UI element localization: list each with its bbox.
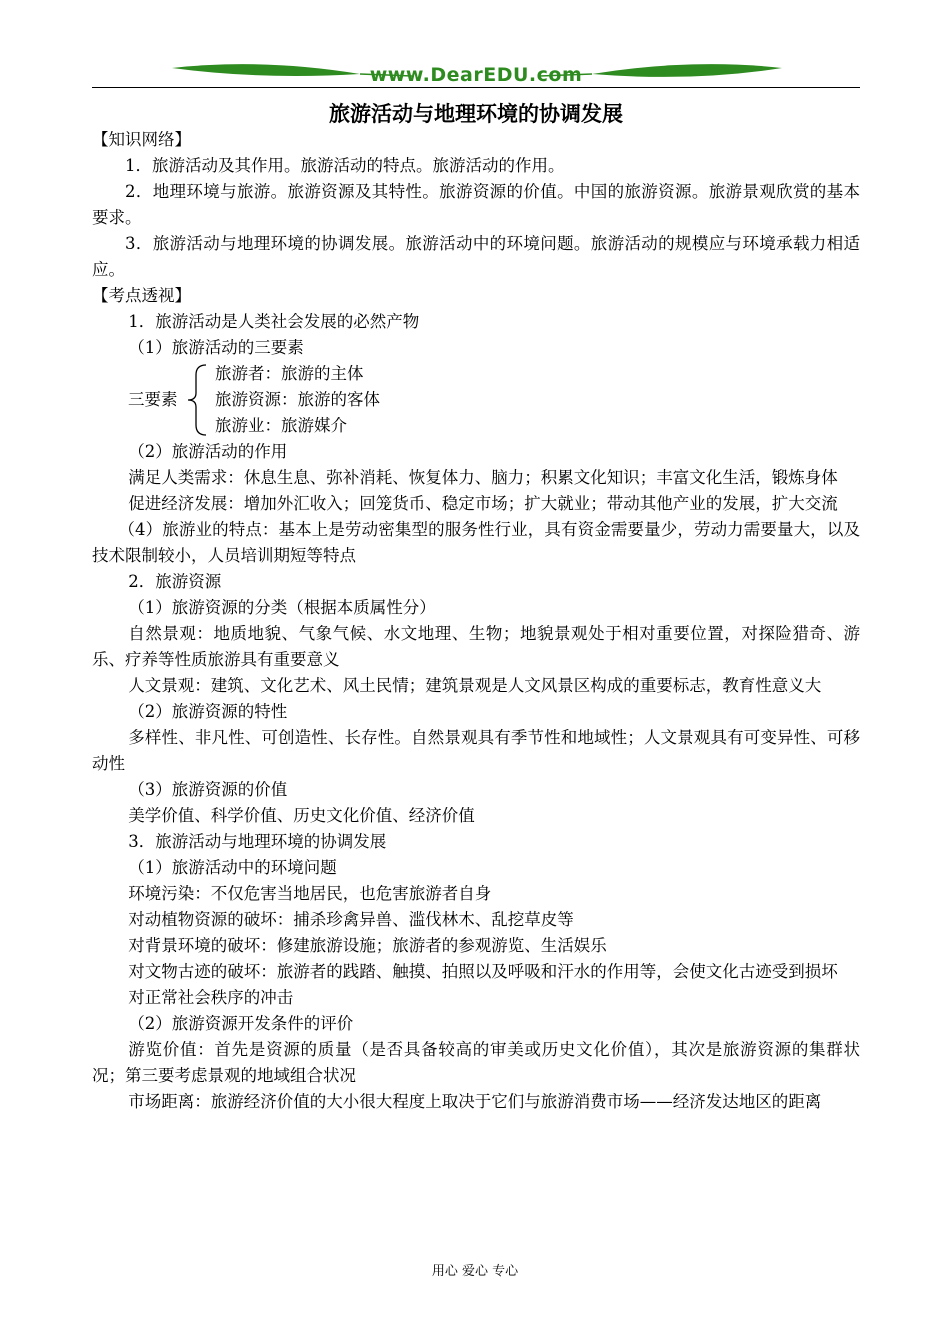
paragraph: （1）旅游活动的三要素 [128, 338, 304, 357]
paragraph: 对背景环境的破坏：修建旅游设施；旅游者的参观游览、生活娱乐 [128, 936, 607, 955]
document-title: 旅游活动与地理环境的协调发展 [329, 102, 623, 126]
three-elements-label: 三要素 [128, 390, 178, 409]
paragraph: 市场距离：旅游经济价值的大小很大程度上取决于它们与旅游消费市场——经济发达地区的距离 [128, 1092, 822, 1111]
paragraph: 对正常社会秩序的冲击 [128, 988, 294, 1007]
left-brace-icon [186, 363, 212, 437]
page-footer: 用心 爱心 专心 [431, 1264, 519, 1279]
paragraph: 促进经济发展：增加外汇收入；回笼货币、稳定市场；扩大就业；带动其他产业的发展，扩大交流 [128, 494, 838, 513]
paragraph: 2．旅游资源 [128, 572, 222, 591]
paragraph: 多样性、非凡性、可创造性、长存性。自然景观具有季节性和地域性；人文景观具有可变异性、可移动性 [92, 728, 860, 773]
three-elements-diagram [128, 361, 860, 439]
three-elements-list [215, 361, 380, 439]
site-url: www.DearEDU.com [369, 64, 583, 86]
document-body [92, 127, 860, 1115]
paragraph: （4）旅游业的特点：基本上是劳动密集型的服务性行业，具有资金需要量少，劳动力需要量大，以及技术限制较小，人员培训期短等特点 [92, 520, 860, 565]
section-heading-network: 【知识网络】 [92, 130, 191, 149]
page-header [92, 60, 860, 90]
paragraph: 自然景观：地质地貌、气象气候、水文地理、生物；地貌景观处于相对重要位置，对探险猎奇、游乐、疗养等性质旅游具有重要意义 [92, 624, 860, 669]
network-item-3: 3．旅游活动与地理环境的协调发展。旅游活动中的环境问题。旅游活动的规模应与环境承载力相适应。 [92, 234, 860, 279]
paragraph: 1．旅游活动是人类社会发展的必然产物 [128, 312, 420, 331]
paragraph: 3．旅游活动与地理环境的协调发展 [128, 832, 387, 851]
section-heading-focus: 【考点透视】 [92, 286, 191, 305]
element-item: 旅游者：旅游的主体 [215, 364, 364, 383]
paragraph: （2）旅游活动的作用 [128, 442, 288, 461]
network-item-1: 1．旅游活动及其作用。旅游活动的特点。旅游活动的作用。 [125, 156, 565, 175]
paragraph: 对动植物资源的破坏：捕杀珍禽异兽、滥伐林木、乱挖草皮等 [128, 910, 574, 929]
header-divider [92, 87, 860, 88]
network-item-2: 2．地理环境与旅游。旅游资源及其特性。旅游资源的价值。中国的旅游资源。旅游景观欣赏的基本要求。 [92, 182, 860, 227]
paragraph: 环境污染：不仅危害当地居民，也危害旅游者自身 [128, 884, 492, 903]
paragraph: （1）旅游资源的分类（根据本质属性分） [128, 598, 436, 617]
paragraph: （3）旅游资源的价值 [128, 780, 288, 799]
paragraph: （2）旅游资源开发条件的评价 [128, 1014, 354, 1033]
element-item: 旅游资源：旅游的客体 [215, 390, 380, 409]
paragraph: 对文物古迹的破坏：旅游者的践踏、触摸、拍照以及呼吸和汗水的作用等，会使文化古迹受到损坏 [128, 962, 838, 981]
paragraph: 人文景观：建筑、文化艺术、风土民情；建筑景观是人文风景区构成的重要标志，教育性意义大 [128, 676, 822, 695]
paragraph: 美学价值、科学价值、历史文化价值、经济价值 [128, 806, 475, 825]
paragraph: 游览价值：首先是资源的质量（是否具备较高的审美或历史文化价值），其次是旅游资源的集群状况；第三要考虑景观的地域组合状况 [92, 1040, 860, 1085]
paragraph: （1）旅游活动中的环境问题 [128, 858, 337, 877]
element-item: 旅游业：旅游媒介 [215, 416, 347, 435]
paragraph: （2）旅游资源的特性 [128, 702, 288, 721]
paragraph: 满足人类需求：休息生息、弥补消耗、恢复体力、脑力；积累文化知识；丰富文化生活，锻炼身体 [128, 468, 838, 487]
